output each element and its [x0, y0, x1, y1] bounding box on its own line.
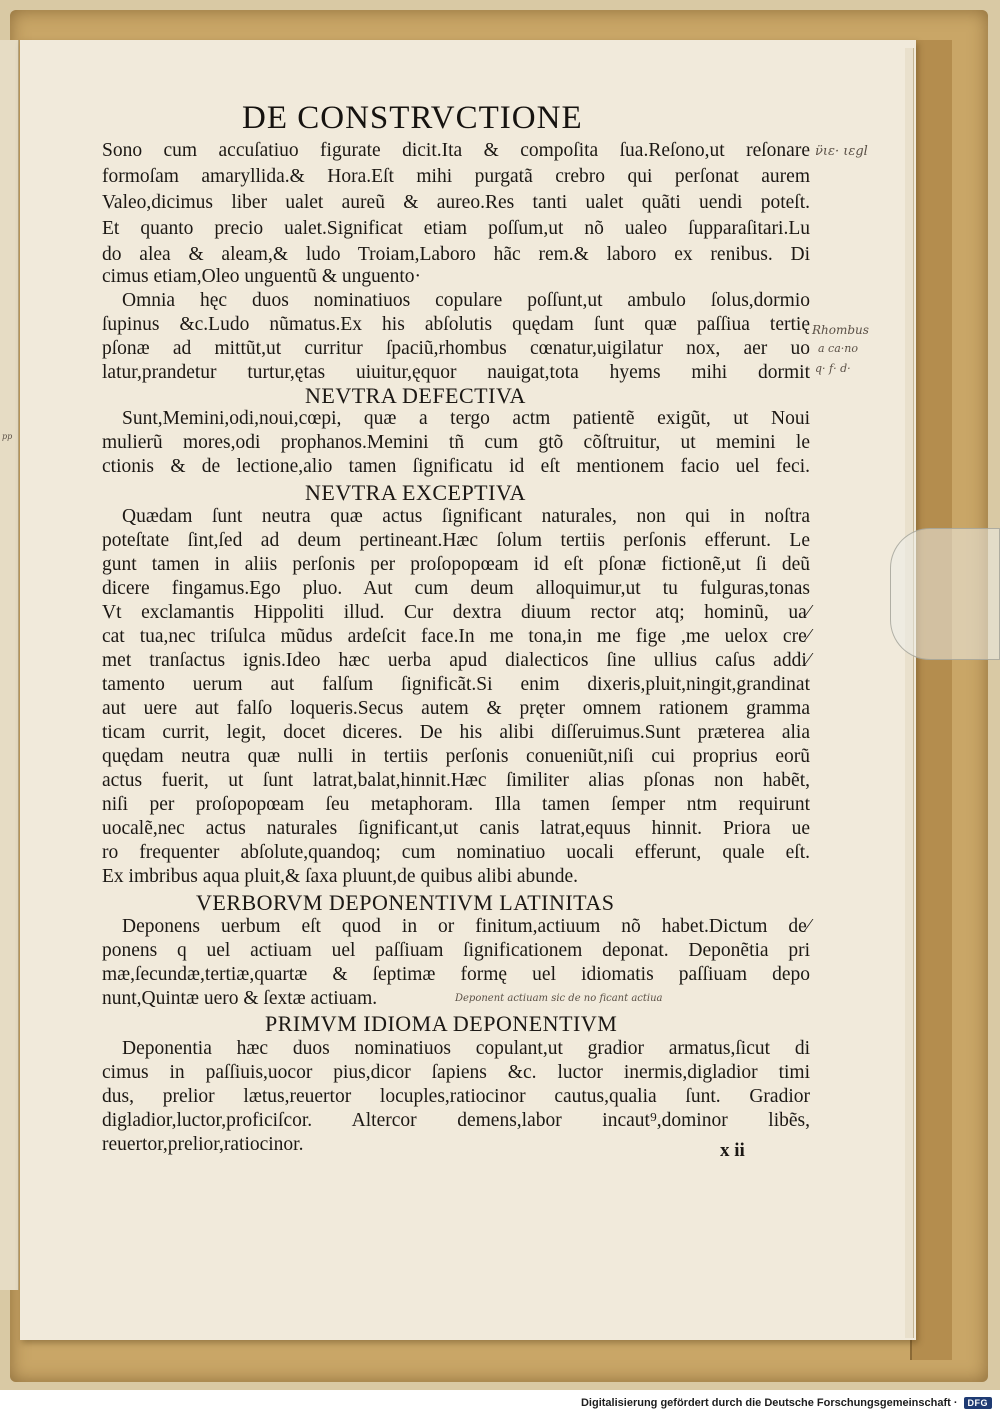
text-line: dus, prelior lætus,reuertor locuples,ratiocinor cautus,qualia ſunt. Gradior — [102, 1086, 810, 1107]
section-heading: VERBORVM DEPONENTIVM LATINITAS — [196, 890, 615, 915]
text-line: gunt tamen in aliis perſonis per proſopopœam id eſt pſonæ fictionẽ,ut ſi deũ — [102, 554, 810, 575]
previous-page-edge — [0, 40, 19, 1290]
footer-credit — [581, 1395, 992, 1411]
running-heading: DE CONSTRVCTIONE — [242, 100, 583, 136]
text-line: met tranſactus ignis.Ideo hæc uerba apud dialecticos ſine ullius caſus addi⁄ — [102, 650, 810, 671]
book-board-edge — [910, 40, 952, 1360]
text-line: digladior,luctor,proficiſcor. Altercor demens,labor incaut⁹,dominor libẽs, — [102, 1110, 810, 1131]
text-line: Quædam ſunt neutra quæ actus ſignificant naturales, non qui in noſtra — [122, 506, 810, 527]
text-line: Et quanto precio ualet.Significat etiam poſſum,ut nõ ualeo ſupparaſitari.Lu — [102, 218, 810, 239]
text-line: uocalẽ,nec actus naturales ſignificant,ut canis latrat,equus hinnit. Priora ue — [102, 818, 810, 839]
text-line: ſupinus &c.Ludo nũmatus.Ex his abſolutis quędam ſunt quæ paſſiua tertię — [102, 314, 810, 335]
text-line: ticam currit, legit, docet diceres. De his alibi diſſeruimus.Sunt præterea alia — [102, 722, 810, 743]
text-line: Vt exclamantis Hippoliti illud. Cur dextra diuum rector atq; hominũ, ua⁄ — [102, 602, 810, 623]
text-line: dicere fingamus.Ego pluo. Aut cum deum alloquimur,ut tu fulguras,tonas — [102, 578, 810, 599]
text-line: Sunt,Memini,odi,noui,cœpi, quæ a tergo actm patientẽ exigũt, ut Noui — [122, 408, 810, 429]
text-line: ro frequenter abſolute,quandoq; cum nominatiuo uocali efferunt, quale eſt. — [102, 842, 810, 863]
text-line: cimus etiam,Oleo unguentũ & unguento· — [102, 266, 421, 287]
section-heading: NEVTRA EXCEPTIVA — [305, 480, 526, 505]
text-line: Omnia hęc duos nominatiuos copulare poſſunt,ut ambulo ſolus,dormio — [122, 290, 810, 311]
text-line: Valeo,dicimus liber ualet aureũ & aureo.Res tanti ualet quãti uendi poteſt. — [102, 192, 810, 213]
text-line: niſi per proſopopœam ſeu metaphoram. Illa tamen ſemper ntm requirunt — [102, 794, 810, 815]
text-line: nunt,Quintæ uero & ſextæ actiuam. — [102, 988, 378, 1009]
text-line: ponens q uel actiuam uel paſſiuam ſignificationem deponat. Deponẽtia pri — [102, 940, 810, 961]
text-line: poteſtate ſint,ſed ad deum pertineant.Hæc ſolum tertiis perſonis efferunt. Le — [102, 530, 810, 551]
marginal-note: ν̈ιε· ιεgl — [815, 144, 868, 159]
text-line: Sono cum accuſatiuo figurate dicit.Ita & compoſita ſua.Reſono,ut reſonare — [102, 140, 810, 161]
text-line: actus fuerit, ut ſunt latrat,balat,hinnit.Hæc ſimiliter alias pſonas non habẽt, — [102, 770, 810, 791]
page-stack-edge — [905, 48, 914, 1338]
text-line: do alea & aleam,& ludo Troiam,Laboro hãc rem.& laboro ex renibus. Di — [102, 244, 810, 265]
marginal-note: Rhombus — [812, 323, 869, 337]
text-line: mulierũ mores,odi prophanos.Memini tñ cum gtõ cõſtruitur, ut memini le — [102, 432, 810, 453]
section-heading: PRIMVM IDIOMA DEPONENTIVM — [265, 1011, 618, 1036]
marginal-note: q· f· d· — [815, 362, 851, 375]
text-line: cimus in paſſiuis,uocor pius,dicor ſapiens &c. luctor inermis,digladior timi — [102, 1062, 810, 1083]
text-line: formoſam amaryllida.& Hora.Eſt mihi purgatã crebro qui perſonat aurem — [102, 166, 810, 187]
footer-text: Digitalisierung gefördert durch die Deutsche Forschungsgemeinschaft · — [580, 1397, 958, 1409]
text-line: Deponentia hæc duos nominatiuos copulant,ut gradior armatus,ſicut di — [122, 1038, 810, 1059]
dfg-logo: DFG — [964, 1397, 993, 1409]
text-line: ctionis & de lectione,alio tamen ſignificatu id eſt mentionem facio uel feci. — [102, 456, 810, 477]
text-line: latur,prandetur turtur,ętas uiuitur,ęquor nauigat,tota hyems mihi dormit — [102, 362, 810, 383]
text-line: quędam neutra quæ nulli in tertiis perſonis conueniũt,niſi cui proprius eorũ — [102, 746, 810, 767]
section-heading: NEVTRA DEFECTIVA — [305, 383, 526, 408]
text-line: reuertor,prelior,ratiocinor. — [102, 1134, 304, 1155]
text-line: aut uere aut falſo loqueris.Secus autem & pręter omnem rationem gramma — [102, 698, 810, 719]
text-line: Ex imbribus aqua pluit,& ſaxa pluunt,de quibus alibi abunde. — [102, 866, 579, 887]
text-line: mæ,ſecundæ,tertiæ,quartæ & ſeptimæ formę uel idiomatis paſſiuam depo — [102, 964, 810, 985]
text-line: tamento uerum aut falſum ſignificãt.Si enim dixeris,pluit,ningit,grandinat — [102, 674, 810, 695]
text-line: pſonæ ad mittũt,ut curritur ſpaciũ,rhombus cœnatur,uigilatur nox, aer uo — [102, 338, 810, 359]
marginal-note: Deponent actiuam sic de no ficant actiua — [455, 993, 663, 1004]
marginal-note: pp — [2, 432, 13, 441]
folio-number: x ii — [720, 1140, 745, 1161]
text-line: cat tua,nec triſulca mũdus ardeſcit face.In me tona,in me fige ,me uelox cre⁄ — [102, 626, 810, 647]
page-clip — [890, 528, 1000, 660]
text-line: Deponens uerbum eſt quod in or finitum,actiuum nõ habet.Dictum de⁄ — [122, 916, 810, 937]
marginal-note: a ca·no — [818, 342, 858, 355]
